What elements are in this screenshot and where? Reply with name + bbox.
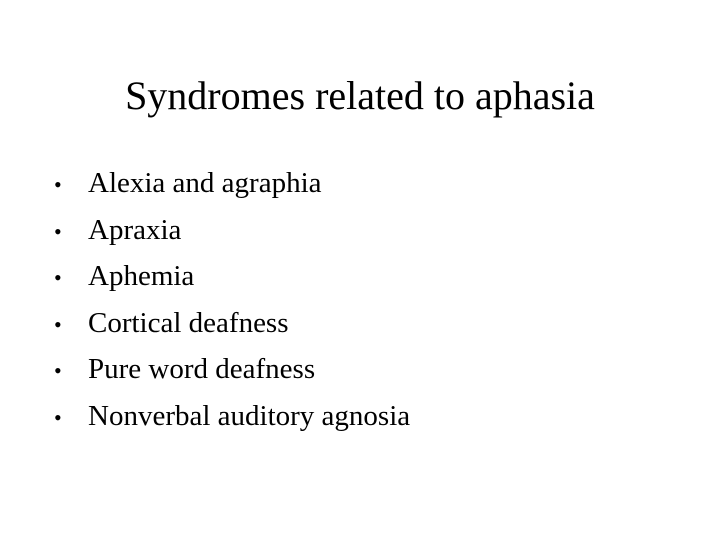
list-item — [54, 346, 410, 393]
bullet-marker: • — [54, 311, 62, 337]
list-item-text: Aphemia — [88, 260, 195, 293]
bullet-marker: • — [54, 358, 62, 384]
list-item — [54, 207, 410, 254]
bullet-marker: • — [54, 172, 62, 197]
list-item — [54, 253, 410, 300]
list-item-text: Nonverbal auditory agnosia — [88, 399, 411, 432]
list-item — [54, 160, 410, 207]
bullet-marker: • — [54, 218, 62, 244]
slide-title: Syndromes related to aphasia — [125, 73, 595, 118]
bullet-marker: • — [54, 404, 62, 430]
list-item — [54, 300, 410, 347]
list-item — [54, 393, 410, 440]
bullet-marker: • — [54, 265, 62, 291]
list-item-text: Apraxia — [88, 213, 182, 246]
list-item-text: Pure word deafness — [88, 353, 316, 386]
list-item-text: Cortical deafness — [88, 306, 289, 339]
bullet-list — [54, 160, 410, 440]
list-item-text: Alexia and agraphia — [88, 167, 322, 199]
